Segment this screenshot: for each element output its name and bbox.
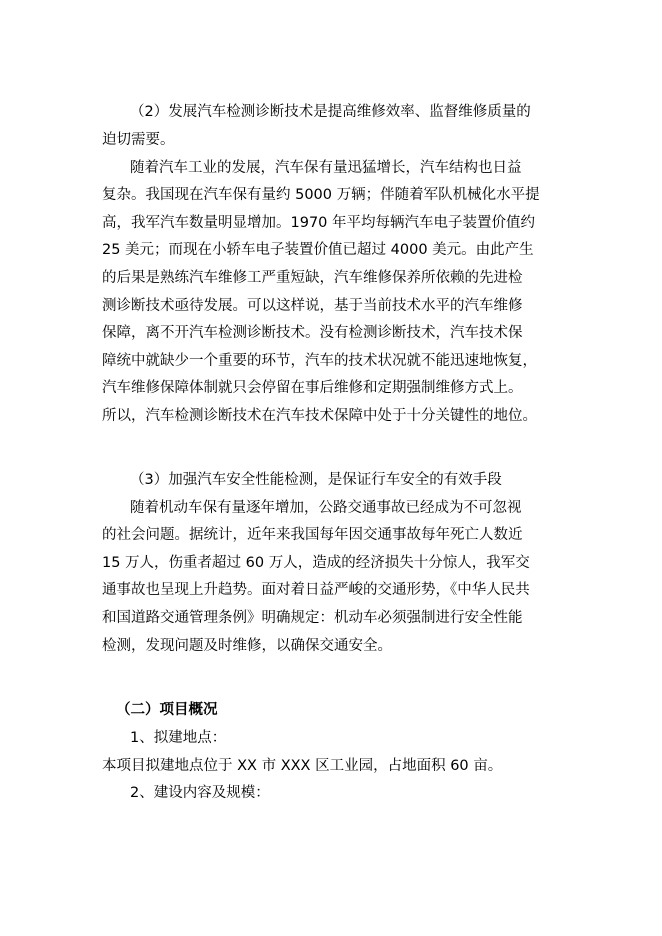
paragraph-line: 和国道路交通管理条例》明确规定：机动车必须强制进行安全性能	[102, 610, 523, 626]
section-3-heading: （3）加强汽车安全性能检测，是保证行车安全的有效手段	[130, 472, 502, 488]
paragraph-line: 25 美元；而现在小轿车电子装置价值已超过 4000 美元。由此产生	[102, 242, 534, 258]
paragraph-line: 高，我军汽车数量明显增加。1970 年平均每辆汽车电子装置价值约	[102, 215, 536, 231]
paragraph-line: 障统中就缺少一个重要的环节，汽车的技术状况就不能迅速地恢复，	[102, 353, 537, 369]
paragraph-line: 检测，发现问题及时维修，以确保交通安全。	[102, 638, 392, 654]
paragraph-line: 的社会问题。据统计，近年来我国每年因交通事故每年死亡人数近	[102, 527, 523, 543]
paragraph-line: 随着汽车工业的发展，汽车保有量迅猛增长，汽车结构也日益	[130, 160, 522, 176]
paragraph-line: 汽车维修保障体制就只会停留在事后维修和定期强制维修方式上。	[102, 380, 523, 396]
overview-heading: （二）项目概况	[116, 702, 218, 718]
paragraph-line: 的后果是熟练汽车维修工严重短缺，汽车维修保养所依赖的先进检	[102, 270, 523, 286]
overview-item-1-text: 本项目拟建地点位于 XX 市 XXX 区工业园，占地面积 60 亩。	[102, 758, 503, 774]
section-2-heading-line-1: （2）发展汽车检测诊断技术是提高维修效率、监督维修质量的	[130, 104, 531, 120]
overview-item-1-label: 1、拟建地点：	[130, 730, 227, 746]
paragraph-line: 保障，离不开汽车检测诊断技术。没有检测诊断技术，汽车技术保	[102, 325, 523, 341]
paragraph-line: 15 万人，伤重者超过 60 万人，造成的经济损失十分惊人，我军交	[102, 555, 530, 571]
paragraph-line: 所以，汽车检测诊断技术在汽车技术保障中处于十分关键性的地位。	[102, 408, 537, 424]
overview-item-2-label: 2、建设内容及规模：	[130, 785, 270, 801]
section-2-heading-line-2: 迫切需要。	[102, 132, 175, 148]
paragraph-line: 通事故也呈现上升趋势。面对着日益严峻的交通形势，《中华人民共	[102, 582, 530, 598]
paragraph-line: 测诊断技术亟待发展。可以这样说，基于当前技术水平的汽车维修	[102, 298, 523, 314]
paragraph-line: 随着机动车保有量逐年增加，公路交通事故已经成为不可忽视	[130, 500, 522, 516]
paragraph-line: 复杂。我国现在汽车保有量约 5000 万辆；伴随着军队机械化水平提	[102, 187, 540, 203]
